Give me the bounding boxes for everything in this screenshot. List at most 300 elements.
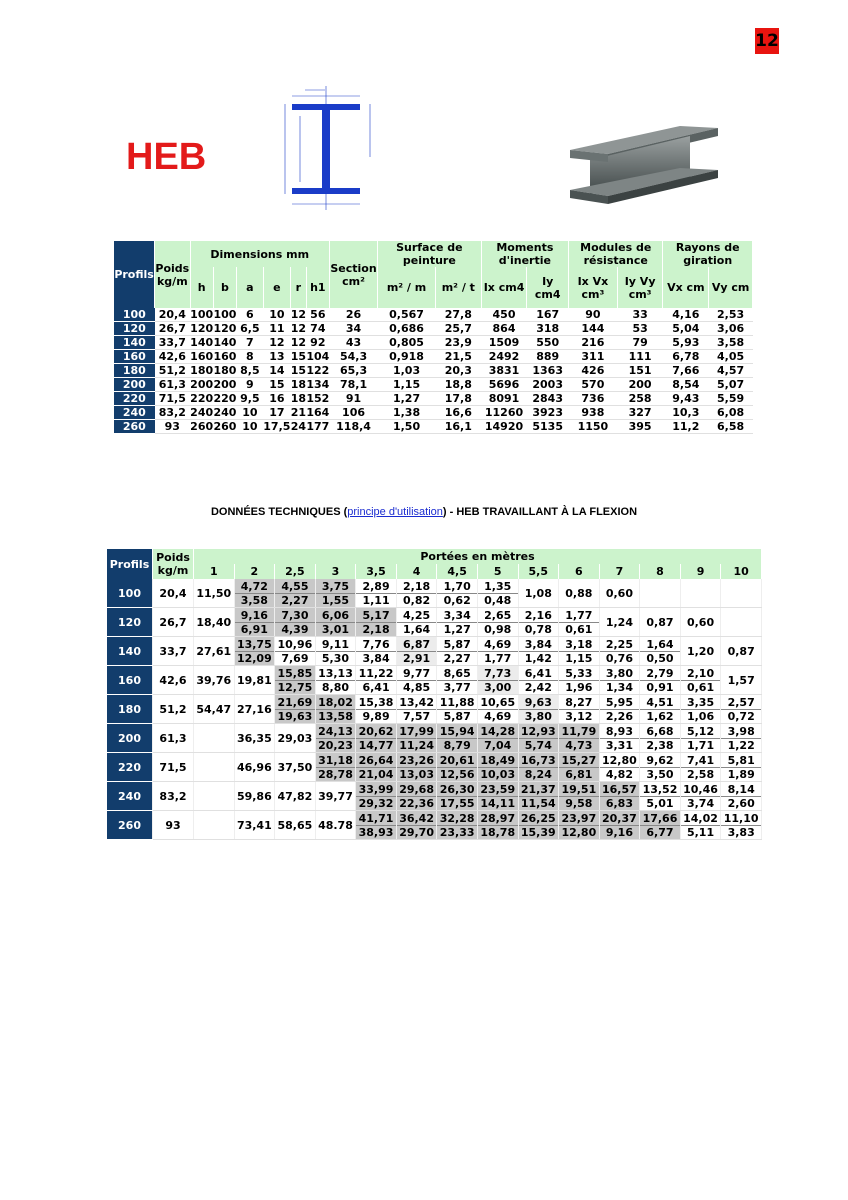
load-cell: [356, 579, 397, 608]
profile-cell: 120: [114, 322, 155, 336]
table-cell: 1150: [569, 420, 618, 434]
table-cell: 0,567: [378, 308, 436, 322]
load-cell: [396, 695, 437, 724]
table-cell: 54,3: [330, 350, 378, 364]
load-cell: [275, 811, 316, 840]
deflection-value: 22,36: [399, 796, 434, 810]
load-cell: [680, 637, 721, 666]
header-moments: Moments d'inertie: [481, 241, 568, 267]
table-cell: 10: [237, 406, 263, 420]
load-cell: [275, 579, 316, 608]
table-cell: 167: [527, 308, 569, 322]
table-cell: 9,5: [237, 392, 263, 406]
header-module-iy: Iy Vy cm³: [617, 267, 663, 308]
load-value: 4,69: [478, 638, 518, 652]
table-row: [107, 811, 762, 840]
load-cell: [477, 782, 518, 811]
load-value: 20,62: [356, 725, 396, 739]
header-span: 4,5: [437, 564, 478, 579]
deflection-value: 0,78: [524, 622, 552, 636]
header-rayon-vy: Vy cm: [709, 267, 753, 308]
table-cell: 327: [617, 406, 663, 420]
load-value: 36,35: [236, 731, 272, 745]
table-cell: 864: [481, 322, 527, 336]
load-cell: [559, 782, 600, 811]
load-value: 26,64: [356, 754, 396, 768]
load-cell: [234, 637, 275, 666]
table-cell: 120: [190, 322, 214, 335]
deflection-value: 2,91: [403, 651, 431, 665]
deflection-value: 1,11: [362, 593, 390, 607]
load-value: 6,06: [316, 609, 356, 623]
header-span: 4: [396, 564, 437, 579]
load-cell: [721, 608, 762, 637]
deflection-value: 2,60: [727, 796, 755, 810]
profile-cell: 100: [107, 579, 153, 608]
load-value: 9,77: [397, 667, 437, 681]
load-cell: [721, 637, 762, 666]
table-row: [114, 336, 753, 350]
table-cell: 16: [263, 392, 291, 406]
load-cell: [599, 579, 640, 608]
load-value: 2,18: [397, 580, 437, 594]
load-cell: [680, 724, 721, 753]
load-cell: [275, 608, 316, 637]
table-cell: 16,6: [435, 406, 481, 420]
deflection-value: 1,55: [321, 593, 350, 607]
header-span: 3,5: [356, 564, 397, 579]
load-value: 3,34: [437, 609, 477, 623]
load-value: 6,68: [640, 725, 680, 739]
deflection-value: 5,30: [321, 651, 350, 665]
deflection-value: 0,98: [484, 622, 512, 636]
table-cell: 83,2: [155, 406, 190, 420]
table-cell: 34: [330, 322, 378, 336]
load-cell: [680, 782, 721, 811]
deflection-value: 13,58: [318, 709, 353, 723]
load-value: 0,87: [727, 644, 755, 658]
load-cell: [356, 811, 397, 840]
table-cell: 1509: [481, 336, 527, 350]
load-cell: [356, 608, 397, 637]
table-cell: 12: [290, 308, 307, 321]
table-cell: 5,59: [709, 392, 753, 406]
load-value: 29,68: [397, 783, 437, 797]
deflection-value: 1,64: [403, 622, 431, 636]
load-cell: [194, 637, 235, 666]
deflection-value: 1,27: [443, 622, 471, 636]
table-cell: 6,58: [709, 420, 753, 434]
table-cell: 24: [290, 420, 307, 433]
load-cell: [559, 753, 600, 782]
profile-cell: 200: [107, 724, 153, 753]
load-cell: [640, 579, 681, 608]
load-cell: [599, 811, 640, 840]
table-cell: 106: [330, 406, 378, 420]
deflection-value: 12,75: [277, 680, 313, 694]
header-span: 3: [315, 564, 356, 579]
table-row: [107, 666, 762, 695]
header-span: 9: [680, 564, 721, 579]
load-cell: [194, 608, 235, 637]
table-cell: 2003: [527, 378, 569, 392]
load-value: 39,77: [318, 789, 353, 803]
table-cell: 5,04: [663, 322, 709, 336]
table-cell: 14920: [481, 420, 527, 434]
deflection-value: 7,04: [484, 738, 512, 752]
table-cell: 74: [306, 322, 329, 336]
load-value: 2,25: [600, 638, 640, 652]
deflection-value: 0,61: [686, 680, 715, 694]
table-cell: 889: [527, 350, 569, 364]
table-cell: 11: [263, 322, 291, 336]
table-cell: 8091: [481, 392, 527, 406]
load-value: 9,11: [316, 638, 356, 652]
load-cell: [640, 666, 681, 695]
load-cell: [680, 753, 721, 782]
deflection-value: 8,24: [524, 767, 552, 781]
deflection-value: 6,77: [646, 825, 674, 839]
load-cell: [518, 782, 559, 811]
load-value: 0,88: [565, 586, 593, 600]
load-cell: [559, 608, 600, 637]
load-cell: [194, 666, 235, 695]
deflection-value: 2,27: [443, 651, 471, 665]
flexion-title-suffix: ) - HEB TRAVAILLANT À LA FLEXION: [442, 506, 638, 518]
load-value: 3,80: [600, 667, 640, 681]
load-cell: [315, 782, 356, 811]
load-value: 15,85: [275, 667, 315, 681]
load-value: 2,10: [681, 667, 721, 681]
table-cell: 18: [290, 392, 307, 405]
table-cell: 16,1: [435, 420, 481, 434]
load-cell: [234, 666, 275, 695]
load-value: 36,42: [397, 812, 437, 826]
load-cell: [356, 753, 397, 782]
load-cell: [721, 579, 762, 608]
table-cell: 3,58: [709, 336, 753, 350]
load-value: 9,16: [235, 609, 275, 623]
deflection-value: 0,82: [403, 593, 431, 607]
load-cell: [640, 811, 681, 840]
load-cell: [315, 695, 356, 724]
deflection-value: 0,50: [646, 651, 674, 665]
table-cell: 15: [290, 350, 307, 363]
load-value: 8,14: [721, 783, 761, 797]
table-cell: 260: [190, 420, 214, 433]
load-value: 13,52: [640, 783, 680, 797]
table-row: [107, 724, 762, 753]
load-value: 2,65: [478, 609, 518, 623]
load-cell: [356, 637, 397, 666]
table-row: [107, 637, 762, 666]
deflection-value: 14,77: [358, 738, 394, 752]
table-cell: 71,5: [155, 392, 190, 406]
load-cell: [680, 811, 721, 840]
header-dim-h1: h1: [306, 267, 329, 308]
heb-dimensions-table: [114, 241, 753, 434]
load-value: 0,60: [686, 615, 715, 629]
deflection-value: 12,80: [561, 825, 597, 839]
load-cell: [640, 753, 681, 782]
load-value: 2,89: [356, 580, 396, 594]
load-cell: [437, 695, 478, 724]
table-cell: 3,06: [709, 322, 753, 336]
deflection-value: 12,09: [236, 651, 272, 665]
table-cell: 7,66: [663, 364, 709, 378]
deflection-value: 3,50: [646, 767, 674, 781]
load-cell: [194, 724, 235, 753]
load-cell: [599, 753, 640, 782]
load-cell: [599, 666, 640, 695]
load-cell: [396, 666, 437, 695]
load-cell: [518, 695, 559, 724]
load-value: 19,51: [559, 783, 599, 797]
table-cell: 14: [263, 364, 291, 378]
table-cell: 15: [290, 364, 307, 377]
load-value: 7,73: [478, 667, 518, 681]
deflection-value: 8,80: [321, 680, 350, 694]
load-value: 9,62: [640, 754, 680, 768]
deflection-value: 4,82: [605, 767, 633, 781]
deflection-value: 0,91: [646, 680, 674, 694]
load-value: 39,76: [196, 673, 232, 687]
table-cell: 6,08: [709, 406, 753, 420]
deflection-value: 10,03: [480, 767, 516, 781]
table-cell: 17: [263, 406, 291, 420]
table-cell: 4,57: [709, 364, 753, 378]
load-cell: [599, 724, 640, 753]
load-value: 29,03: [277, 731, 313, 745]
table-cell: 177: [306, 420, 330, 433]
load-cell: [640, 637, 681, 666]
deflection-value: 7,57: [403, 709, 431, 723]
table-cell: 120: [213, 322, 237, 335]
load-cell: [356, 695, 397, 724]
table-row: [114, 392, 753, 406]
table-cell: 9: [237, 378, 263, 392]
load-cell: [680, 608, 721, 637]
deflection-value: 6,83: [605, 796, 633, 810]
load-value: 6,87: [397, 638, 437, 652]
table-cell: 426: [569, 364, 618, 378]
profile-cell: 220: [107, 753, 153, 782]
load-value: 26,25: [519, 812, 559, 826]
load-value: 1,70: [437, 580, 477, 594]
load-value: 8,27: [559, 696, 599, 710]
deflection-value: 1,71: [686, 738, 715, 752]
table-row: [107, 695, 762, 724]
weight-cell: 61,3: [153, 724, 194, 753]
header-surface-m2t: m² / t: [435, 267, 481, 308]
load-value: 15,94: [437, 725, 477, 739]
table-cell: 11,2: [663, 420, 709, 434]
table-cell: 164: [306, 406, 330, 419]
header-span: 8: [640, 564, 681, 579]
load-value: 3,18: [559, 638, 599, 652]
header-section: Section cm²: [330, 241, 378, 308]
deflection-value: 19,63: [277, 709, 313, 723]
deflection-value: 15,39: [520, 825, 556, 839]
load-value: 21,37: [519, 783, 559, 797]
load-value: 5,17: [356, 609, 396, 623]
load-cell: [275, 724, 316, 753]
load-cell: [437, 637, 478, 666]
deflection-value: 3,12: [565, 709, 593, 723]
load-value: 1,20: [686, 644, 715, 658]
usage-principle-link[interactable]: principe d'utilisation: [347, 506, 443, 518]
table-cell: 78,1: [330, 378, 378, 392]
profile-cell: 160: [107, 666, 153, 695]
load-value: 10,96: [275, 638, 315, 652]
load-value: 7,30: [275, 609, 315, 623]
table-cell: 311: [569, 350, 618, 364]
load-cell: [599, 782, 640, 811]
deflection-value: 1,62: [646, 709, 674, 723]
load-value: 32,28: [437, 812, 477, 826]
load-cell: [477, 666, 518, 695]
table-cell: 160: [213, 350, 237, 363]
load-cell: [275, 782, 316, 811]
load-value: 6,41: [519, 667, 559, 681]
load-value: 2,57: [721, 696, 761, 710]
load-value: 23,97: [559, 812, 599, 826]
load-value: 2,16: [519, 609, 559, 623]
table-cell: 200: [190, 378, 214, 391]
header-dim-h: h: [190, 267, 213, 308]
load-value: 3,35: [681, 696, 721, 710]
table-cell: 17,8: [435, 392, 481, 406]
deflection-value: 1,06: [686, 709, 715, 723]
table-cell: 2843: [527, 392, 569, 406]
table-cell: 21: [290, 406, 307, 419]
table-cell: 0,918: [378, 350, 436, 364]
table-cell: 160: [190, 350, 214, 363]
table-cell: 100: [190, 308, 214, 321]
load-cell: [477, 608, 518, 637]
load-cell: [275, 753, 316, 782]
load-cell: [518, 637, 559, 666]
weight-cell: 83,2: [153, 782, 194, 811]
table-cell: 151: [617, 364, 663, 378]
load-value: 59,86: [236, 789, 272, 803]
table-cell: 570: [569, 378, 618, 392]
load-cell: [315, 608, 356, 637]
load-cell: [437, 753, 478, 782]
load-value: 20,37: [600, 812, 640, 826]
table-cell: 25,7: [435, 322, 481, 336]
load-value: 73,41: [236, 818, 272, 832]
header-dim-b: b: [213, 267, 236, 308]
load-value: 18,02: [316, 696, 356, 710]
profile-cell: 240: [114, 406, 155, 420]
table-cell: 938: [569, 406, 618, 420]
load-cell: [477, 695, 518, 724]
deflection-value: 1,96: [565, 680, 593, 694]
load-value: 3,98: [721, 725, 761, 739]
load-cell: [721, 724, 762, 753]
table-cell: 258: [617, 392, 663, 406]
load-value: 17,66: [640, 812, 680, 826]
profile-cell: 220: [114, 392, 155, 406]
load-value: 54,47: [196, 702, 232, 716]
table-cell: 21,5: [435, 350, 481, 364]
deflection-value: 4,39: [281, 622, 309, 636]
table-cell: 1363: [527, 364, 569, 378]
table-cell: 111: [617, 350, 663, 364]
table-cell: 1,38: [378, 406, 436, 420]
header-rayon-vx: Vx cm: [663, 267, 709, 308]
load-value: 33,99: [356, 783, 396, 797]
table-row: [114, 350, 753, 364]
table-cell: 26,7: [155, 322, 190, 336]
table-cell: 8: [237, 350, 263, 364]
load-value: 5,33: [559, 667, 599, 681]
load-cell: [680, 666, 721, 695]
deflection-value: 2,26: [605, 709, 633, 723]
deflection-value: 3,31: [605, 738, 633, 752]
deflection-value: 9,58: [565, 796, 593, 810]
load-cell: [234, 782, 275, 811]
header-span: 10: [721, 564, 762, 579]
load-value: 18,49: [478, 754, 518, 768]
load-cell: [275, 695, 316, 724]
load-cell: [315, 579, 356, 608]
deflection-value: 1,77: [484, 651, 512, 665]
load-cell: [437, 782, 478, 811]
load-cell: [518, 666, 559, 695]
weight-cell: 26,7: [153, 608, 194, 637]
table-cell: 122: [306, 364, 330, 377]
load-value: 28,97: [478, 812, 518, 826]
load-cell: [477, 637, 518, 666]
load-cell: [275, 666, 316, 695]
table-cell: 20,3: [435, 364, 481, 378]
table-cell: 3923: [527, 406, 569, 420]
deflection-value: 0,76: [605, 651, 633, 665]
load-cell: [315, 724, 356, 753]
load-cell: [599, 637, 640, 666]
table-cell: 2,53: [709, 308, 753, 322]
table-row: [114, 378, 753, 392]
table-cell: 13: [263, 350, 291, 364]
table-cell: 0,805: [378, 336, 436, 350]
profile-cell: 260: [114, 420, 155, 434]
deflection-value: 2,58: [686, 767, 715, 781]
table-cell: 118,4: [330, 420, 378, 434]
load-value: 5,81: [721, 754, 761, 768]
load-value: 4,25: [397, 609, 437, 623]
flexion-section-title: [0, 506, 848, 518]
load-value: 5,87: [437, 638, 477, 652]
deflection-value: 8,79: [443, 738, 471, 752]
deflection-value: 3,80: [524, 709, 552, 723]
load-value: 1,64: [640, 638, 680, 652]
table-cell: 6,5: [237, 322, 263, 336]
header-span: 1: [194, 564, 235, 579]
profile-cell: 160: [114, 350, 155, 364]
load-value: 4,51: [640, 696, 680, 710]
table-cell: 8,5: [237, 364, 263, 378]
load-cell: [396, 724, 437, 753]
deflection-value: 18,78: [480, 825, 516, 839]
table-row: [107, 579, 762, 608]
load-value: 13,42: [397, 696, 437, 710]
table-cell: 220: [190, 392, 214, 405]
load-cell: [721, 811, 762, 840]
load-cell: [599, 695, 640, 724]
load-value: 7,41: [681, 754, 721, 768]
